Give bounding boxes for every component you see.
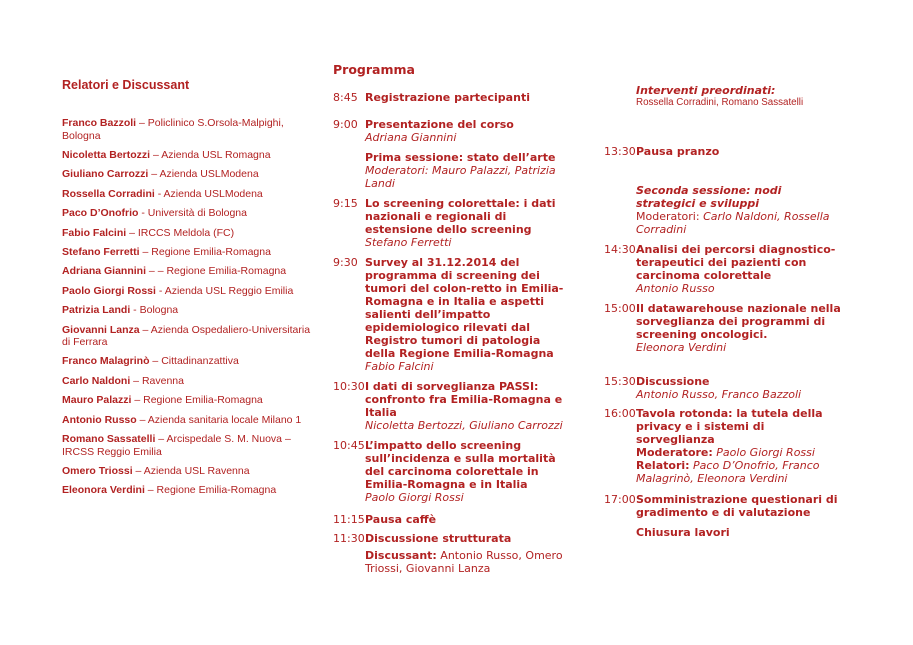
speaker-name: Rossella Corradini [62, 187, 155, 200]
speaker-item [62, 285, 312, 298]
program-time: 16:00 [604, 407, 636, 420]
speaker-item [62, 246, 312, 259]
program-title: Il datawarehouse nazionale nella sorveglianza dei programmi di screening oncologici. [636, 302, 841, 341]
program-item [333, 532, 568, 575]
speaker-name: Stefano Ferretti [62, 245, 140, 258]
speaker-affiliation: – Azienda Ospedaliero-Universitaria di Ferrara [62, 323, 311, 349]
program-item [333, 513, 568, 526]
session-title: Seconda sessione: nodi strategici e sviluppi [636, 184, 782, 210]
program-title: L’impatto dello screening sull’incidenza e sulla mortalità del carcinoma colorettale in Emilia-Romagna e in Italia [365, 439, 556, 491]
speaker-affiliation: – Cittadinanzattiva [149, 355, 239, 368]
speaker-item [62, 265, 312, 278]
speaker-affiliation: – Regione Emilia-Romagna [144, 484, 277, 497]
program-speaker: Paolo Giorgi Rossi [365, 491, 464, 504]
program-title: Somministrazione questionari di gradimento e di valutazione [636, 493, 838, 519]
discussant-label: Discussant: [365, 549, 437, 562]
speaker-affiliation: – – Regione Emilia-Romagna [146, 265, 287, 278]
program-title: Tavola rotonda: la tutela della privacy e i sistemi di sorveglianza [636, 407, 823, 446]
speaker-item [62, 188, 312, 201]
speaker-name: Nicoletta Bertozzi [62, 148, 151, 161]
program-time: 11:30 [333, 532, 365, 545]
speaker-affiliation: - Università di Bologna [138, 207, 247, 220]
speaker-name: Giovanni Lanza [62, 323, 140, 336]
program-time: 9:30 [333, 256, 358, 269]
program-title: Pausa pranzo [636, 145, 720, 158]
program-time: 9:15 [333, 197, 358, 210]
speaker-item [62, 168, 312, 181]
session-title: Prima sessione: stato dell’arte [365, 151, 556, 164]
program-item [604, 302, 844, 354]
speaker-affiliation: – Arcispedale S. M. Nuova – IRCSS Reggio Emilia [62, 433, 291, 458]
program-item [604, 145, 844, 158]
relatori-heading: Relatori e Discussant [62, 78, 190, 92]
program-speaker: Eleonora Verdini [636, 341, 727, 354]
speaker-item [62, 355, 312, 368]
speaker-name: Eleonora Verdini [62, 484, 145, 497]
interventi-names: Rossella Corradini, Romano Sassatelli [636, 97, 804, 108]
speaker-name: Patrizia Landi [62, 304, 131, 317]
program-item [333, 439, 568, 504]
speaker-item [62, 394, 312, 407]
program-time: 14:30 [604, 243, 636, 256]
program-speaker: Antonio Russo, Franco Bazzoli [636, 388, 802, 401]
program-item [604, 243, 844, 295]
speaker-item [62, 414, 312, 427]
session-block [333, 151, 568, 190]
speaker-name: Fabio Falcini [62, 226, 127, 239]
moderator-names: Paolo Giorgi Rossi [712, 446, 815, 459]
speaker-item [62, 227, 312, 240]
speaker-affiliation: – Regione Emilia-Romagna [131, 394, 263, 407]
program-time: 8:45 [333, 91, 358, 104]
speaker-name: Paolo Giorgi Rossi [62, 284, 156, 297]
program-title: Registrazione partecipanti [365, 91, 530, 104]
program-title: Discussione strutturata [365, 532, 512, 545]
program-time: 15:30 [604, 375, 636, 388]
speaker-affiliation: – IRCCS Meldola (FC) [126, 226, 235, 239]
speaker-item [62, 375, 312, 388]
speaker-name: Mauro Palazzi [62, 394, 132, 407]
program-time: 15:00 [604, 302, 636, 315]
session-moderators: Moderatori: Mauro Palazzi, Patrizia Landi [365, 164, 556, 190]
program-speaker: Stefano Ferretti [365, 236, 452, 249]
program-time: 10:30 [333, 380, 365, 393]
session-block [604, 184, 844, 236]
relatori-names: Paco D’Onofrio, Franco Malagrinò, Eleonora Verdini [636, 459, 820, 485]
program-title: Presentazione del corso [365, 118, 514, 131]
moderator-label: Moderatore: [636, 446, 713, 459]
program-speaker: Adriana Giannini [365, 131, 457, 144]
speaker-name: Antonio Russo [62, 413, 137, 426]
program-item [604, 493, 844, 519]
program-title: Analisi dei percorsi diagnostico-terapeutici dei pazienti con carcinoma colorettale [636, 243, 836, 282]
program-title: I dati di sorveglianza PASSI: confronto fra Emilia-Romagna e Italia [365, 380, 563, 419]
moderators-names: Carlo Naldoni, Rossella Corradini [636, 210, 830, 236]
speaker-item [62, 324, 312, 349]
program-item [604, 526, 844, 539]
speaker-affiliation: – Regione Emilia-Romagna [139, 245, 271, 258]
relatori-label: Relatori: [636, 459, 690, 472]
speaker-item [62, 433, 312, 458]
program-item [604, 375, 844, 401]
speaker-item [62, 207, 312, 220]
speaker-item [62, 484, 312, 497]
program-title: Pausa caffè [365, 513, 437, 526]
interventi-label: Interventi preordinati: [636, 84, 776, 97]
program-speaker: Antonio Russo [636, 282, 715, 295]
speaker-name: Giuliano Carrozzi [62, 168, 149, 181]
program-speaker: Fabio Falcini [365, 360, 434, 373]
speaker-item [62, 117, 312, 142]
program-time: 17:00 [604, 493, 636, 506]
program-item [333, 256, 568, 373]
program-item [333, 380, 568, 432]
program-item [604, 407, 844, 485]
program-speaker: Nicoletta Bertozzi, Giuliano Carrozzi [365, 419, 563, 432]
speaker-affiliation: – Azienda sanitaria locale Milano 1 [136, 413, 302, 426]
discussant-names: Antonio Russo, Omero Triossi, Giovanni Lanza [365, 549, 563, 575]
speaker-name: Franco Malagrinò [62, 355, 150, 368]
programma-heading: Programma [333, 62, 415, 77]
speaker-affiliation: – Azienda USL Romagna [150, 148, 271, 161]
program-title: Chiusura lavori [636, 526, 730, 539]
program-time: 13:30 [604, 145, 636, 158]
speaker-item [62, 149, 312, 162]
program-title: Lo screening colorettale: i dati nazionali e regionali di estensione dello screening [365, 197, 556, 236]
speaker-name: Omero Triossi [62, 465, 133, 478]
speaker-name: Adriana Giannini [62, 265, 147, 278]
speaker-affiliation: - Azienda USL Reggio Emilia [155, 284, 294, 297]
program-time: 11:15 [333, 513, 365, 526]
speaker-affiliation: – Azienda USL Ravenna [132, 465, 250, 478]
speaker-affiliation: - Azienda USLModena [154, 187, 263, 200]
speaker-affiliation: – Policlinico S.Orsola-Malpighi, Bologna [62, 117, 284, 142]
speaker-item [62, 465, 312, 478]
program-item [333, 197, 568, 249]
program-title: Survey al 31.12.2014 del programma di screening dei tumori del colon-retto in Emilia-Romagna e in Italia e aspetti salienti dell’impatto epidemiologico rilevati dal Registro tumori di patologia della Regione Emilia-Romagna [365, 256, 564, 360]
speaker-name: Carlo Naldoni [62, 374, 131, 387]
speaker-name: Romano Sassatelli [62, 433, 156, 446]
program-time: 9:00 [333, 118, 358, 131]
program-item [333, 91, 568, 104]
speaker-list [62, 117, 312, 504]
program-title: Discussione [636, 375, 710, 388]
interventi-block [604, 84, 844, 109]
moderators-label: Moderatori: [636, 210, 704, 223]
speaker-affiliation: – Azienda USLModena [148, 168, 259, 181]
program-item [333, 118, 568, 144]
speaker-item [62, 304, 312, 317]
speaker-affiliation: - Bologna [130, 304, 179, 317]
speaker-affiliation: – Ravenna [130, 374, 184, 387]
speaker-name: Franco Bazzoli [62, 117, 137, 129]
speaker-name: Paco D’Onofrio [62, 207, 139, 220]
program-time: 10:45 [333, 439, 365, 452]
